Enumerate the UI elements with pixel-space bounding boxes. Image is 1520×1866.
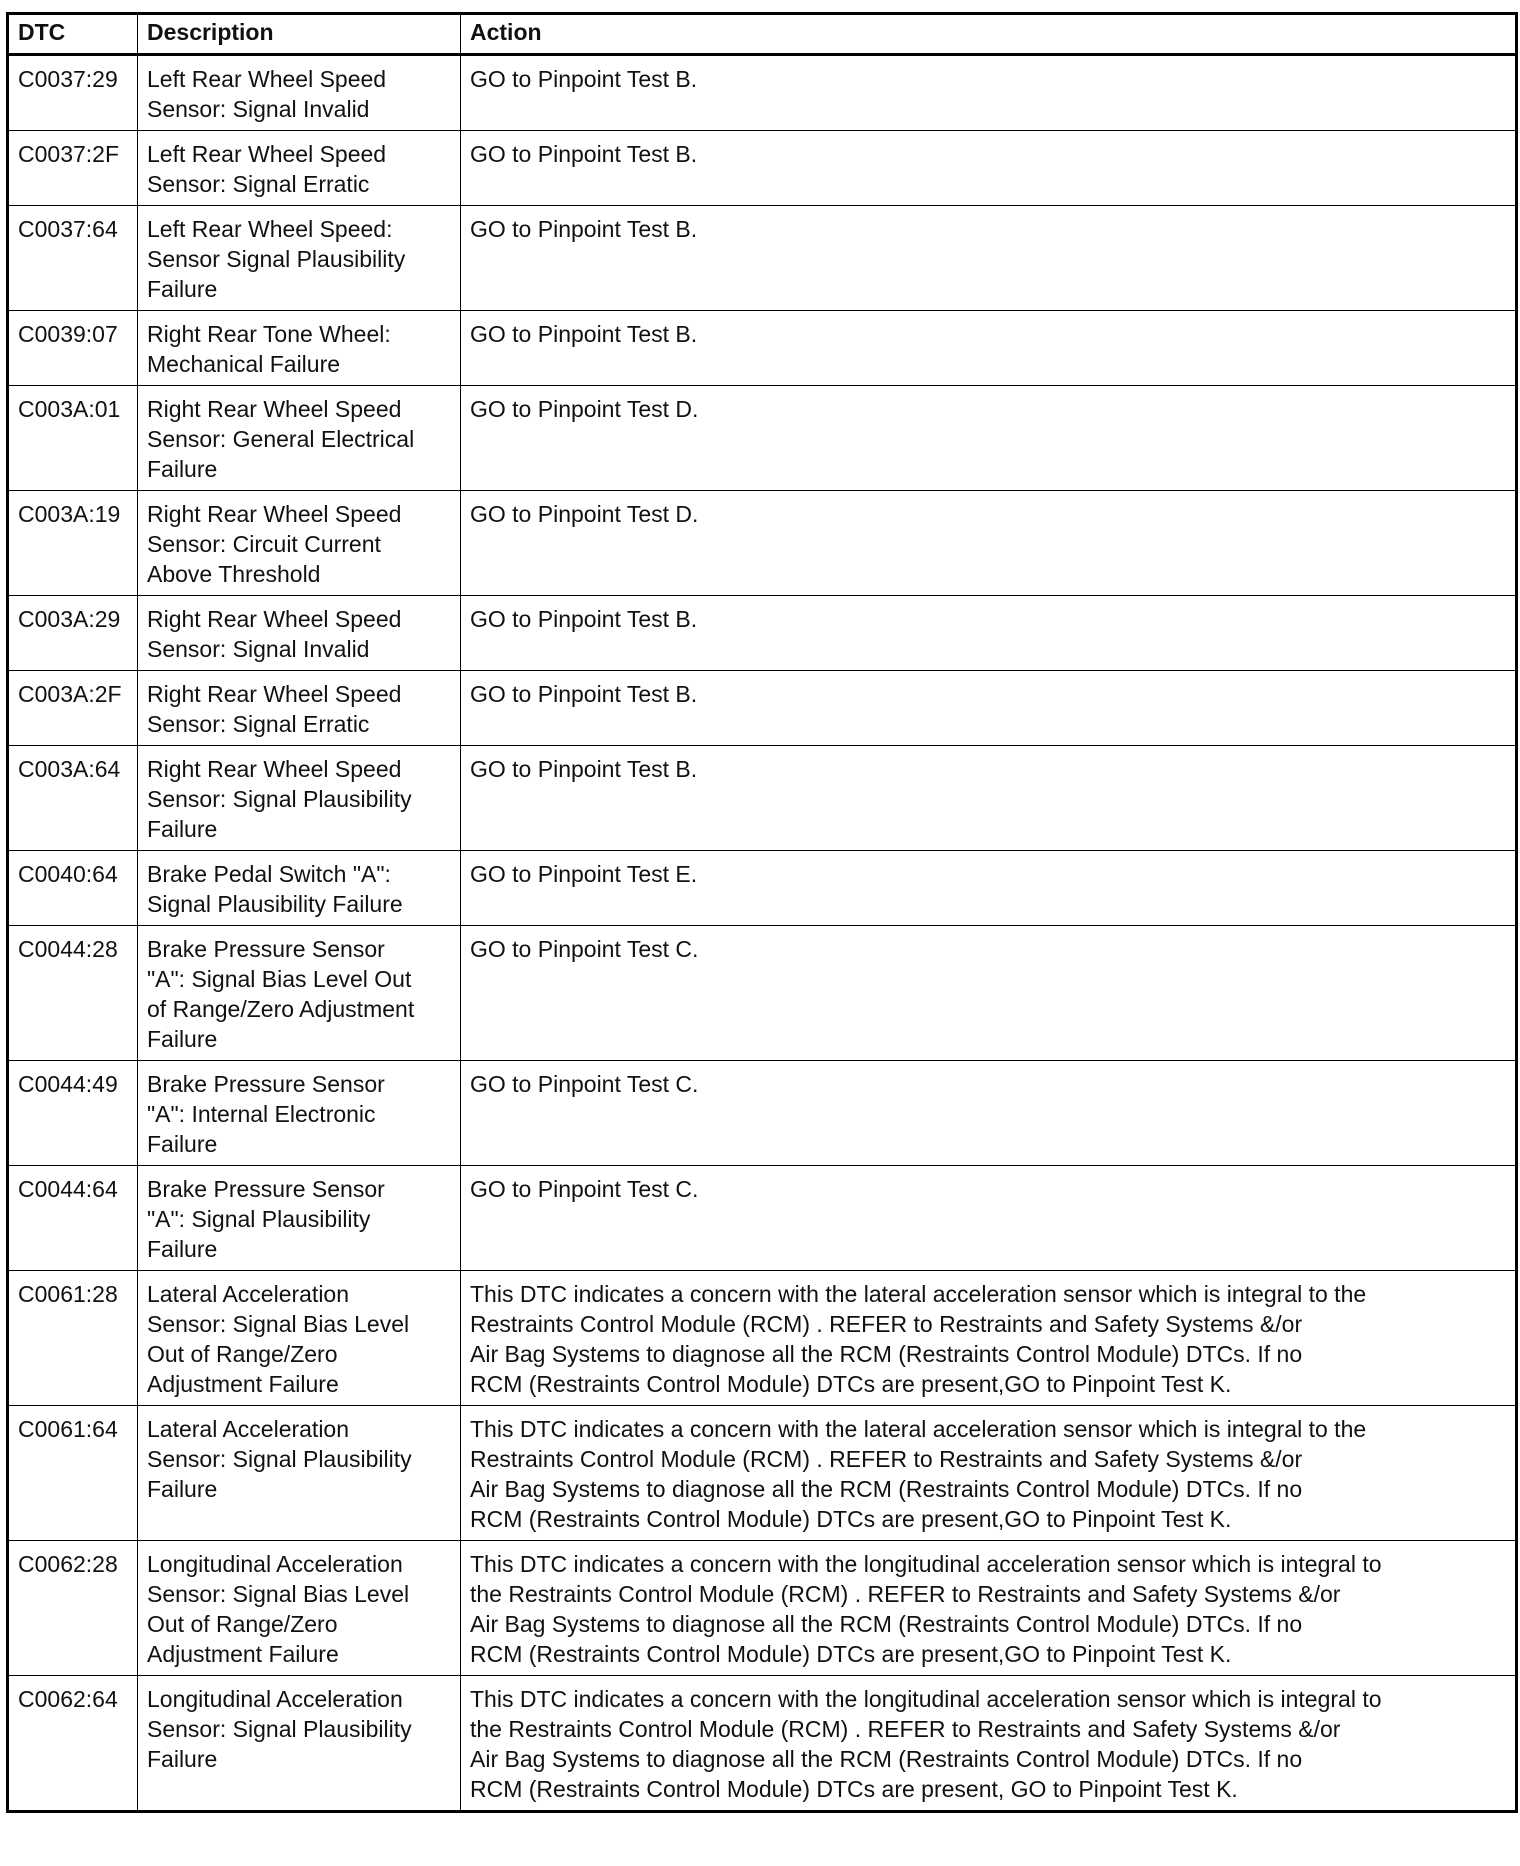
dtc-action: GO to Pinpoint Test E. [461,851,1517,926]
dtc-description: Right Rear Tone Wheel: Mechanical Failure [138,311,461,386]
dtc-code: C0062:28 [8,1541,138,1676]
dtc-description: Left Rear Wheel Speed Sensor: Signal Erratic [138,131,461,206]
dtc-code: C0037:64 [8,206,138,311]
dtc-description: Right Rear Wheel Speed Sensor: General Electrical Failure [138,386,461,491]
dtc-code: C0044:49 [8,1061,138,1166]
dtc-action: GO to Pinpoint Test C. [461,1166,1517,1271]
dtc-code: C003A:19 [8,491,138,596]
dtc-description: Lateral Acceleration Sensor: Signal Bias Level Out of Range/Zero Adjustment Failure [138,1271,461,1406]
dtc-description: Lateral Acceleration Sensor: Signal Plausibility Failure [138,1406,461,1541]
dtc-description: Right Rear Wheel Speed Sensor: Signal Plausibility Failure [138,746,461,851]
dtc-description: Brake Pressure Sensor "A": Signal Plausibility Failure [138,1166,461,1271]
table-row [8,55,1517,131]
table-row [8,1676,1517,1812]
dtc-description: Left Rear Wheel Speed Sensor: Signal Invalid [138,55,461,131]
dtc-action: This DTC indicates a concern with the lateral acceleration sensor which is integral to the Restraints Control Module (RCM) . REFER to Restraints and Safety Systems &/or Air Bag Systems to diagnose all the RCM (Restraints Control Module) DTCs. If no RCM (Restraints Control Module) DTCs are present,GO to Pinpoint Test K. [461,1271,1517,1406]
dtc-table [6,12,1518,1813]
dtc-action: GO to Pinpoint Test C. [461,1061,1517,1166]
dtc-code: C0037:29 [8,55,138,131]
dtc-action: This DTC indicates a concern with the lateral acceleration sensor which is integral to the Restraints Control Module (RCM) . REFER to Restraints and Safety Systems &/or Air Bag Systems to diagnose all the RCM (Restraints Control Module) DTCs. If no RCM (Restraints Control Module) DTCs are present,GO to Pinpoint Test K. [461,1406,1517,1541]
dtc-code: C0044:28 [8,926,138,1061]
dtc-description: Longitudinal Acceleration Sensor: Signal Plausibility Failure [138,1676,461,1812]
dtc-description: Brake Pedal Switch "A": Signal Plausibility Failure [138,851,461,926]
dtc-action: GO to Pinpoint Test B. [461,206,1517,311]
table-row [8,206,1517,311]
dtc-action: GO to Pinpoint Test D. [461,386,1517,491]
dtc-action: GO to Pinpoint Test B. [461,311,1517,386]
dtc-description: Left Rear Wheel Speed: Sensor Signal Plausibility Failure [138,206,461,311]
dtc-description: Brake Pressure Sensor "A": Internal Electronic Failure [138,1061,461,1166]
table-row [8,671,1517,746]
table-row [8,131,1517,206]
dtc-action: This DTC indicates a concern with the longitudinal acceleration sensor which is integral to the Restraints Control Module (RCM) . REFER to Restraints and Safety Systems &/or Air Bag Systems to diagnose all the RCM (Restraints Control Module) DTCs. If no RCM (Restraints Control Module) DTCs are present,GO to Pinpoint Test K. [461,1541,1517,1676]
dtc-action: GO to Pinpoint Test B. [461,671,1517,746]
table-row [8,1406,1517,1541]
dtc-description: Right Rear Wheel Speed Sensor: Signal Erratic [138,671,461,746]
dtc-action: GO to Pinpoint Test C. [461,926,1517,1061]
header-row [8,14,1517,55]
header-dtc: DTC [8,14,138,55]
table-row [8,746,1517,851]
dtc-action: GO to Pinpoint Test B. [461,131,1517,206]
dtc-action: GO to Pinpoint Test B. [461,746,1517,851]
dtc-action: GO to Pinpoint Test B. [461,596,1517,671]
dtc-code: C003A:64 [8,746,138,851]
dtc-code: C003A:29 [8,596,138,671]
table-row [8,491,1517,596]
dtc-code: C003A:2F [8,671,138,746]
table-body [8,55,1517,1812]
dtc-code: C003A:01 [8,386,138,491]
table-row [8,1166,1517,1271]
dtc-description: Longitudinal Acceleration Sensor: Signal Bias Level Out of Range/Zero Adjustment Failure [138,1541,461,1676]
table-row [8,596,1517,671]
dtc-code: C0044:64 [8,1166,138,1271]
dtc-code: C0062:64 [8,1676,138,1812]
table-row [8,851,1517,926]
dtc-code: C0037:2F [8,131,138,206]
dtc-code: C0061:64 [8,1406,138,1541]
table-row [8,926,1517,1061]
dtc-action: GO to Pinpoint Test B. [461,55,1517,131]
table-row [8,386,1517,491]
table-row [8,311,1517,386]
table-row [8,1271,1517,1406]
dtc-description: Brake Pressure Sensor "A": Signal Bias Level Out of Range/Zero Adjustment Failure [138,926,461,1061]
header-action: Action [461,14,1517,55]
dtc-code: C0061:28 [8,1271,138,1406]
dtc-description: Right Rear Wheel Speed Sensor: Signal Invalid [138,596,461,671]
dtc-description: Right Rear Wheel Speed Sensor: Circuit Current Above Threshold [138,491,461,596]
header-description: Description [138,14,461,55]
dtc-action: This DTC indicates a concern with the longitudinal acceleration sensor which is integral to the Restraints Control Module (RCM) . REFER to Restraints and Safety Systems &/or Air Bag Systems to diagnose all the RCM (Restraints Control Module) DTCs. If no RCM (Restraints Control Module) DTCs are present, GO to Pinpoint Test K. [461,1676,1517,1812]
table-row [8,1541,1517,1676]
dtc-action: GO to Pinpoint Test D. [461,491,1517,596]
dtc-code: C0039:07 [8,311,138,386]
dtc-code: C0040:64 [8,851,138,926]
table-row [8,1061,1517,1166]
